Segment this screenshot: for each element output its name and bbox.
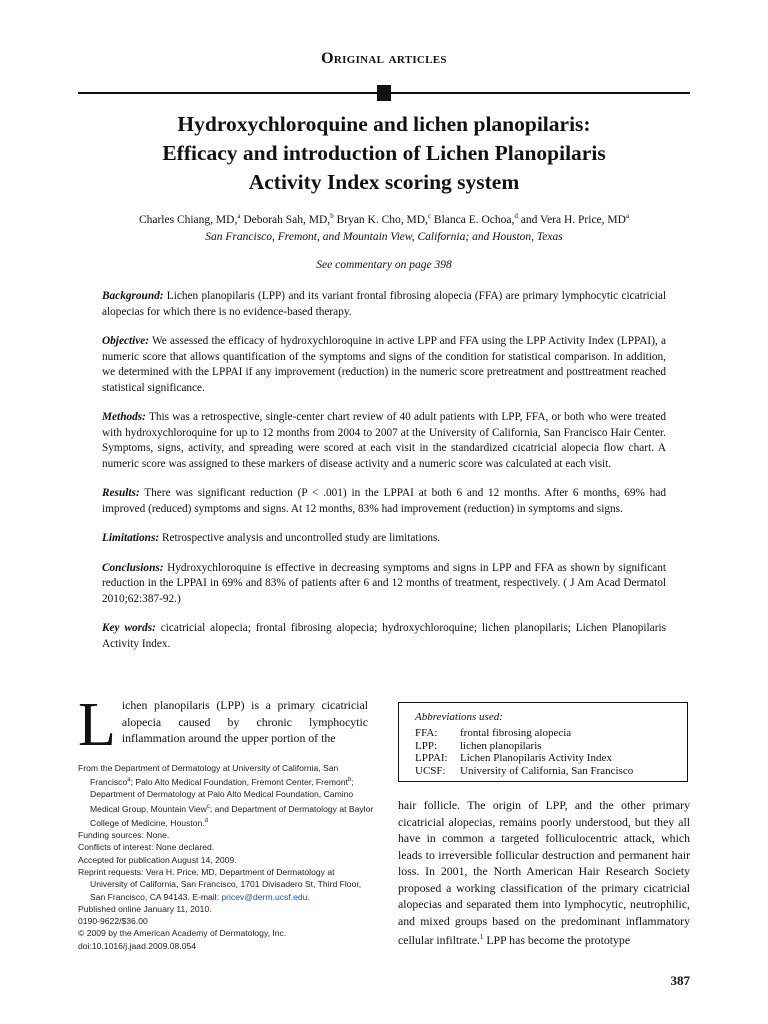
abstract-text: We assessed the efficacy of hydroxychloroquine in active LPP and FFA using the LPP Activity Index (LPPAI), a numeric score that allows quantification of the symptoms and signs of the condition for statistical comparison. In addition, we determined with the LPPAI if any improvement (reduction) in the numeric score pretreatment and posttreatment reached statistical significance.	[102, 335, 666, 394]
footnote-funding: Funding sources: None.	[78, 830, 170, 841]
footnote-affiliations	[78, 762, 374, 829]
author-affil-mark: d	[514, 212, 518, 220]
abstract-heading: Conclusions:	[102, 561, 164, 574]
abstract-paragraph	[102, 410, 666, 472]
author-list	[60, 208, 708, 229]
abstract-heading: Objective:	[102, 335, 150, 347]
section-label: Original articles	[321, 50, 447, 67]
abbreviation-term: LPPAI:	[415, 752, 448, 764]
email-link[interactable]: pricev@derm.ucsf.edu	[221, 891, 308, 902]
footnote-published: Published online January 11, 2010.	[78, 903, 212, 914]
footnote-text: .	[307, 891, 310, 902]
reference-mark[interactable]: 1	[479, 933, 484, 941]
abstract-heading: Background:	[102, 290, 164, 302]
footnote-text: From the Department of Dermatology at University of California, San Francisco	[78, 763, 339, 788]
footnote-issn: 0190-9622/$36.00	[78, 916, 148, 927]
intro-paragraph	[78, 691, 368, 759]
abstract-text: Retrospective analysis and uncontrolled study are limitations.	[159, 532, 441, 544]
abstract-text: There was significant reduction (P < .001) in the LPPAI at both 6 and 12 months. After 6 months, 69% had improved (reduced) symptoms and signs. At 12 months, 83% had improvement (reduction) in symptoms and signs.	[102, 487, 666, 515]
article-title	[90, 110, 678, 197]
abbreviation-row	[415, 752, 671, 765]
title-line: Efficacy and introduction of Lichen Planopilaris	[162, 141, 606, 165]
abstract-heading: Methods:	[102, 411, 146, 423]
abbreviation-definition: Lichen Planopilaris Activity Index	[460, 752, 612, 764]
abstract-text: Lichen planopilaris (LPP) and its variant frontal fibrosing alopecia (FFA) are primary lymphocytic cicatricial alopecias for which there is no evidence-based therapy.	[102, 290, 666, 318]
intro-text: ichen planopilaris (LPP) is a primary cicatricial alopecia caused by chronic lymphocytic inflammation around the upper portion of the	[121, 698, 368, 745]
abbreviation-term: FFA:	[415, 727, 438, 739]
footnote-reprint	[78, 866, 374, 903]
footnotes	[78, 762, 374, 952]
footnote-mark: b	[347, 777, 352, 784]
abbreviation-definition: lichen planopilaris	[460, 739, 542, 752]
author: Deborah Sah, MD,	[243, 213, 331, 226]
author-affil-mark: b	[330, 212, 334, 220]
footnote-text: ; and Department of Dermatology at Baylor College of Medicine, Houston.	[90, 803, 374, 828]
footnote-mark: c	[206, 803, 210, 810]
abstract-paragraph	[102, 621, 666, 652]
body-text: hair follicle. The origin of LPP, and the other primary cicatricial alopecias, remains poorly understood, but they all have in common a targeted folliculocentric attack, which leads to irreversible follicular destruction and permanent hair loss. In 2001, the North American Hair Research Society proposed a working classification of the primary cicatricial alopecias and separated them into lymphocytic, neutrophilic, and mixed groups based on the predominant inflammatory cellular infiltrate.	[398, 798, 690, 947]
abstract-heading: Results:	[102, 487, 140, 499]
drop-cap: L	[78, 691, 116, 759]
footnote-text: ; Department of Dermatology at Palo Alto Medical Foundation, Camino Medical Group, Mountain View	[90, 777, 354, 814]
footnote-text: Reprint requests: Vera H. Price, MD, Department of Dermatology at University of California, San Francisco, 1701 Divisadero St, Third Floor, San Francisco, CA 94143. E-mail:	[78, 866, 362, 902]
abbreviation-definition: frontal fibrosing alopecia	[460, 727, 572, 739]
abstract-heading: Limitations:	[102, 532, 160, 544]
author-affil-mark: a	[237, 212, 241, 220]
author: Charles Chiang, MD,	[138, 213, 238, 226]
abstract-paragraph	[102, 334, 666, 396]
footnote-mark: a	[127, 777, 131, 784]
abbreviations-box	[398, 702, 688, 782]
footnote-text: ; Palo Alto Medical Foundation, Fremont Center, Fremont	[130, 777, 348, 788]
commentary-link[interactable]: See commentary on page 398	[316, 259, 452, 271]
author-affil-mark: a	[625, 212, 630, 220]
abbreviations-title: Abbreviations used:	[415, 711, 503, 723]
footnote-accepted: Accepted for publication August 14, 2009.	[78, 854, 237, 865]
author: Bryan K. Cho, MD,	[336, 213, 428, 226]
abstract-paragraph	[102, 486, 666, 517]
body-text: LPP has become the prototype	[483, 932, 631, 947]
abstract-paragraph	[102, 531, 666, 547]
author: and Vera H. Price, MD	[520, 213, 626, 226]
footnote-mark: d	[204, 817, 208, 824]
author: Blanca E. Ochoa,	[433, 213, 515, 226]
abbreviation-definition: University of California, San Francisco	[460, 764, 634, 777]
title-line: Activity Index scoring system	[248, 170, 520, 194]
body-paragraph	[398, 797, 690, 948]
authors-block	[60, 208, 708, 246]
footnote-copyright: © 2009 by the American Academy of Dermatology, Inc.	[78, 928, 287, 939]
footnote-conflicts: Conflicts of interest: None declared.	[78, 842, 215, 853]
author-affil-mark: c	[427, 212, 432, 220]
abbreviation-term: UCSF:	[415, 764, 446, 777]
affiliation-line: San Francisco, Fremont, and Mountain View, California; and Houston, Texas	[205, 230, 563, 243]
header-rule-square	[377, 85, 391, 101]
abstract-text: This was a retrospective, single-center chart review of 40 adult patients with LPP, FFA, or both who were treated with hydroxychloroquine for up to 12 months from 2004 to 2007 at the University of California, San Francisco Hair Center. Symptoms, signs, activity, and spreading were scored at each visit in the standardized cicatricial alopecia flow chart. A numeric score was assigned to these markers of disease activity and a numeric score was calculated at each visit.	[102, 411, 666, 470]
abbreviation-term: LPP:	[415, 739, 438, 752]
title-line: Hydroxychloroquine and lichen planopilaris:	[177, 112, 591, 136]
abstract	[102, 289, 666, 666]
footnote-doi[interactable]: doi:10.1016/j.jaad.2009.08.054	[78, 940, 197, 951]
abstract-text: cicatricial alopecia; frontal fibrosing alopecia; hydroxychloroquine; lichen planopilaris; Lichen Planopilaris Activity Index.	[102, 622, 666, 650]
abstract-paragraph	[102, 561, 666, 608]
abbreviation-row	[415, 765, 671, 778]
abstract-heading: Key words:	[102, 622, 156, 634]
abstract-paragraph	[102, 289, 666, 320]
abbreviation-row	[415, 740, 671, 753]
page-number: 387	[670, 973, 690, 988]
abstract-text: Hydroxychloroquine is effective in decreasing symptoms and signs in LPP and FFA as shown by significant reduction in the LPPAI in 69% and 83% of patients after 6 and 12 months of treatment, respectively. ( J Am Acad Dermatol 2010;62:387-92.)	[102, 561, 666, 605]
abbreviation-row	[415, 727, 671, 740]
